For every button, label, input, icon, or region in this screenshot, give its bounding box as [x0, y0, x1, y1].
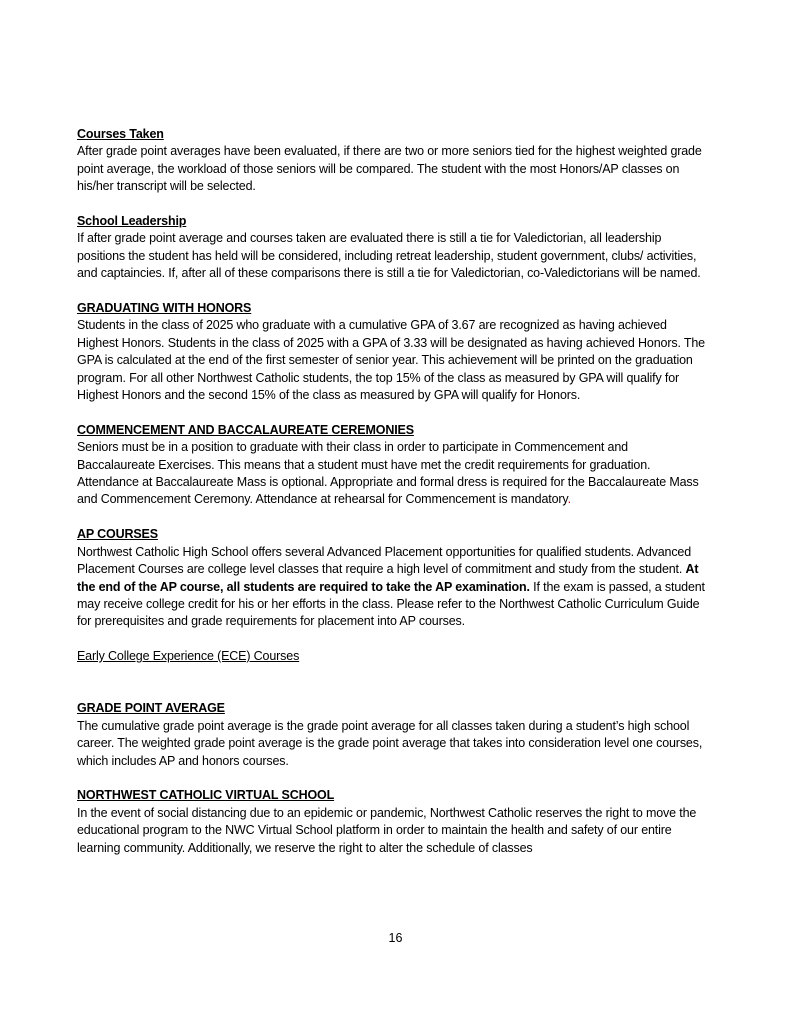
heading-virtual-school: NORTHWEST CATHOLIC VIRTUAL SCHOOL — [77, 788, 335, 803]
section-ece-courses — [77, 648, 709, 665]
paragraph-ap-courses-exam-requirement: At the end of the AP course, all students are required to take the AP examination. — [77, 562, 699, 594]
section-grade-point-average — [77, 700, 709, 770]
paragraph-courses-taken: After grade point averages have been evaluated, if there are two or more seniors tied for the highest weighted grade point average, the workload of those seniors will be compared. The student with the most Honors/AP classes on his/her transcript will be selected. — [77, 144, 702, 194]
section-commencement — [77, 422, 709, 509]
heading-grade-point-average: GRADE POINT AVERAGE — [77, 701, 225, 716]
heading-commencement: COMMENCEMENT AND BACCALAUREATE CEREMONIES — [77, 422, 414, 437]
spacer — [77, 683, 709, 700]
heading-ece-courses: Early College Experience (ECE) Courses — [77, 649, 300, 664]
paragraph-commencement-period: . — [567, 492, 571, 507]
section-virtual-school — [77, 787, 709, 857]
section-courses-taken — [77, 126, 709, 196]
heading-school-leadership: School Leadership — [77, 214, 187, 229]
heading-courses-taken: Courses Taken — [77, 127, 164, 141]
section-school-leadership — [77, 213, 709, 283]
heading-graduating-with-honors: GRADUATING WITH HONORS — [77, 301, 252, 316]
paragraph-commencement — [77, 439, 709, 509]
paragraph-grade-point-average: The cumulative grade point average is the grade point average for all classes taken during a student’s high school career. The weighted grade point average is the grade point average that takes into consideration level one courses, which includes AP and honors courses. — [77, 718, 703, 768]
paragraph-ap-courses — [77, 544, 709, 631]
section-graduating-with-honors — [77, 300, 709, 404]
section-ap-courses — [77, 526, 709, 630]
paragraph-school-leadership: If after grade point average and courses taken are evaluated there is still a tie for Valedictorian, all leadership positions the student has held will be considered, including retreat leadership, student government, clubs/ activities, and captaincies. If, after all of these comparisons there is still a tie for Valedictorian, co-Valedictorians will be named. — [77, 231, 701, 281]
paragraph-ap-courses-intro: Northwest Catholic High School offers several Advanced Placement opportunities for qualified students. Advanced Placement Courses are college level classes that require a high level of commitment and study from the student. — [77, 544, 692, 577]
paragraph-commencement-text: Seniors must be in a position to graduate with their class in order to participate in Commencement and Baccalaureate Exercises. This means that a student must have met the credit requirements for graduation. Attendance at Baccalaureate Mass is optional. Appropriate and formal dress is required for the Baccalaureate Mass and Commencement Ceremony. Attendance at rehearsal for Commencement is mandatory — [77, 440, 699, 507]
paragraph-virtual-school: In the event of social distancing due to an epidemic or pandemic, Northwest Catholic reserves the right to move the educational program to the NWC Virtual School platform in order to maintain the health and safety of our entire learning community. Additionally, we reserve the right to alter the schedule of classes — [77, 805, 697, 855]
paragraph-graduating-with-honors: Students in the class of 2025 who graduate with a cumulative GPA of 3.67 are recognized as having achieved Highest Honors. Students in the class of 2025 with a GPA of 3.33 will be designated as having achieved Honors. The GPA is calculated at the end of the first semester of senior year. This achievement will be printed on the graduation program. For all other Northwest Catholic students, the top 15% of the class as measured by GPA will qualify for Highest Honors and the second 15% of the class as measured by GPA will qualify for Honors. — [77, 318, 705, 403]
page-number: 16 — [388, 931, 403, 945]
heading-ap-courses: AP COURSES — [77, 527, 158, 542]
paragraph-ap-courses-details: If the exam is passed, a student may receive college credit for his or her efforts in the class. Please refer to the Northwest Catholic Curriculum Guide for prerequisites and grade requirements for placement into AP courses. — [77, 579, 705, 629]
document-page — [77, 126, 709, 874]
